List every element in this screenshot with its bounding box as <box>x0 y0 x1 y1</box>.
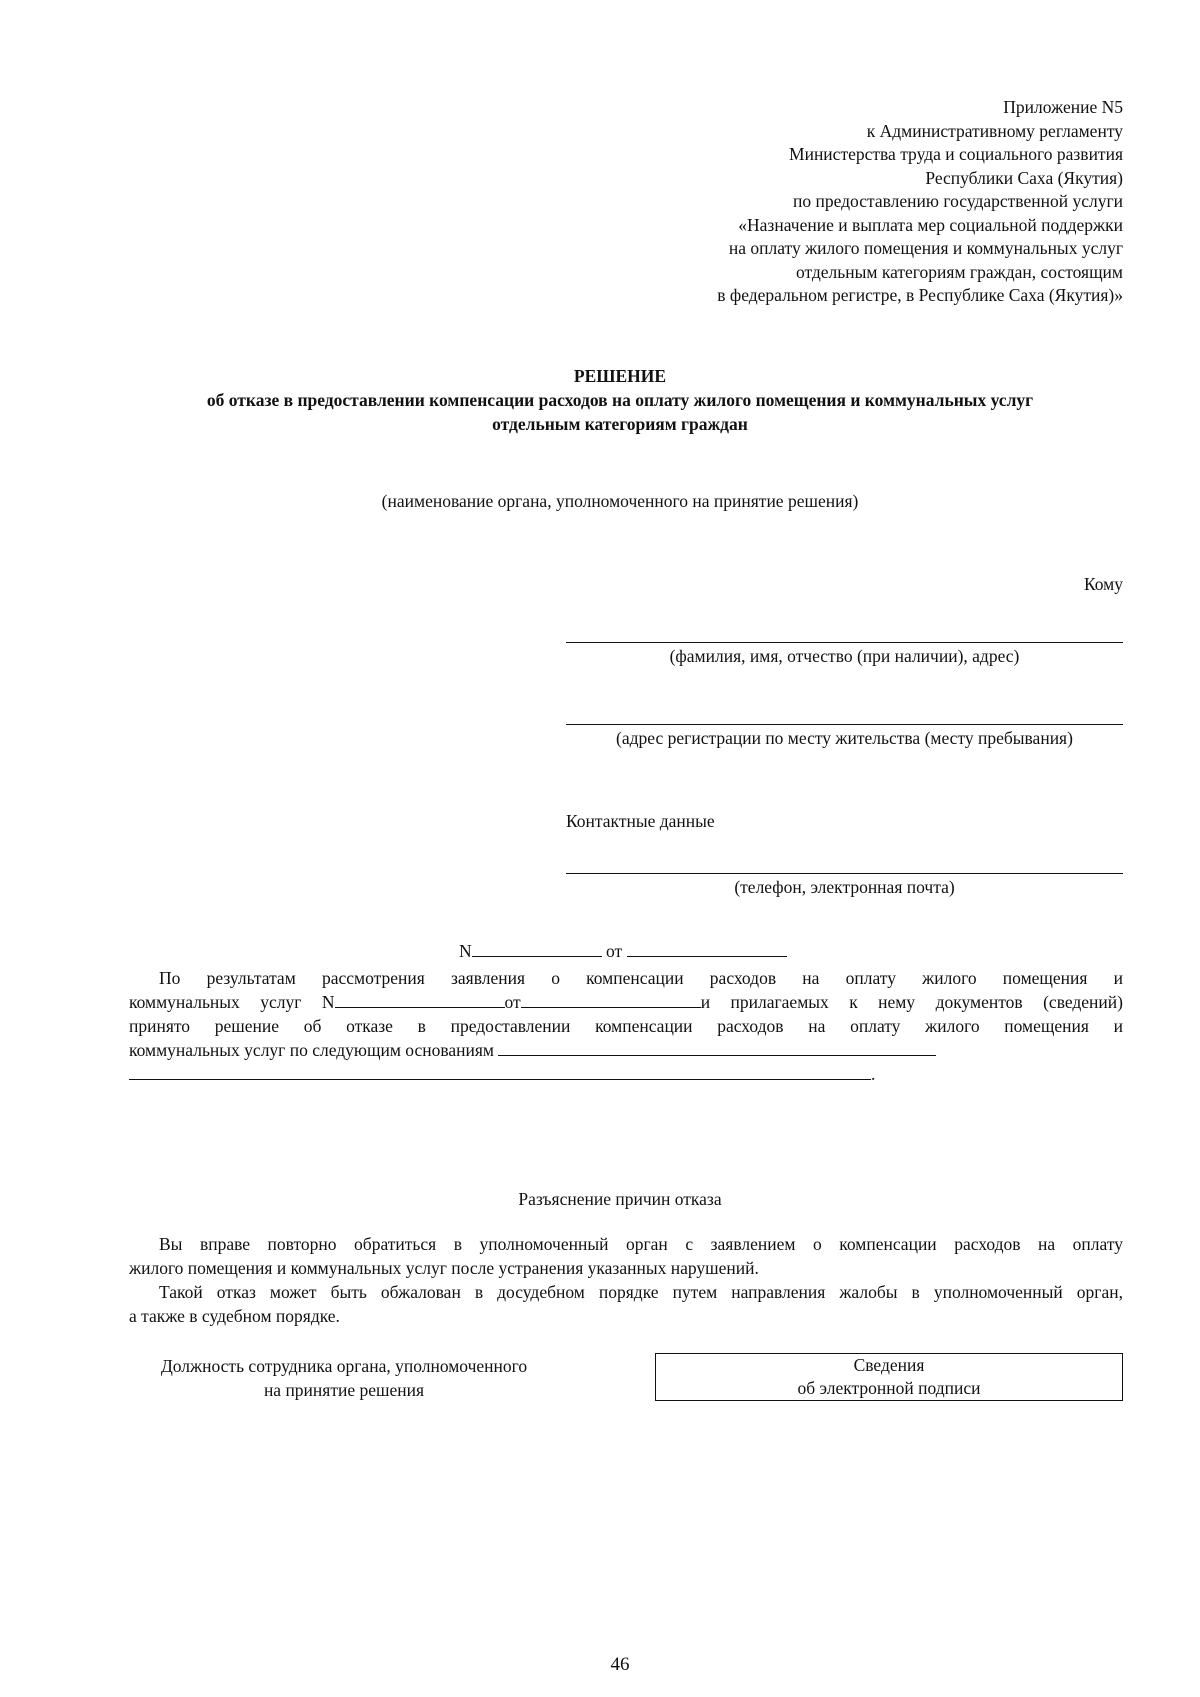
grounds-field-continued <box>129 1063 871 1080</box>
grounds-field <box>498 1039 936 1056</box>
date-field <box>627 940 787 957</box>
body-line-4: коммунальных услуг по следующим основаниям <box>129 1038 1123 1062</box>
application-number-field <box>335 991 505 1008</box>
explanation-p1-line1: Вы вправе повторно обратиться в уполномоченный орган с заявлением о компенсации расходов на оплату <box>159 1234 1123 1254</box>
electronic-signature-box <box>655 1353 1123 1401</box>
body-line-2: коммунальных услуг N от и прилагаемых к нему документов (сведений) <box>129 992 1123 1012</box>
explanation-p1-line2: жилого помещения и коммунальных услуг после устранения указанных нарушений. <box>129 1258 759 1278</box>
date-label: от <box>606 941 623 961</box>
position-line-2: на принятие решения <box>263 1380 425 1400</box>
signature-box-line-1: Сведения <box>853 1355 925 1375</box>
explanation-p2-line2: а также в судебном порядке. <box>129 1306 340 1326</box>
body-line-1: По результатам рассмотрения заявления о компенсации расходов на оплату жилого помещения и <box>159 968 1123 988</box>
authority-caption: (наименование органа, уполномоченного на принятие решения) <box>381 491 859 511</box>
contacts-caption: (телефон, электронная почта) <box>734 877 955 897</box>
signature-box-line-2: об электронной подписи <box>797 1378 981 1398</box>
title-line-2: об отказе в предоставлении компенсации расходов на оплату жилого помещения и коммунальных услуг <box>206 390 1034 410</box>
recipient-address-caption: (адрес регистрации по месту жительства (месту пребывания) <box>616 728 1073 748</box>
explanation-p2-line1: Такой отказ может быть обжалован в досудебном порядке путем направления жалобы в уполномоченный орган, <box>159 1282 1123 1302</box>
number-label: N <box>459 941 472 961</box>
number-field <box>472 940 602 957</box>
appendix-line: Республики Саха (Якутия) <box>925 167 1123 188</box>
appendix-line: по предоставлению государственной услуги <box>793 191 1123 211</box>
appendix-line: к Административному регламенту <box>866 120 1123 141</box>
body-line-3: принято решение об отказе в предоставлении компенсации расходов на оплату жилого помещения и <box>129 1016 1123 1036</box>
explanation-heading: Разъяснение причин отказа <box>518 1189 722 1209</box>
appendix-line: Министерства труда и социального развития <box>789 144 1123 164</box>
appendix-line: в федеральном регистре, в Республике Саха (Якутия)» <box>717 285 1123 305</box>
title-main: РЕШЕНИЕ <box>573 366 667 386</box>
recipient-address-line <box>566 724 1123 725</box>
title-line-3: отдельным категориям граждан <box>492 414 748 434</box>
contacts-line <box>566 873 1123 874</box>
to-label: Кому <box>1083 574 1123 594</box>
position-line-1: Должность сотрудника органа, уполномоченного <box>160 1356 528 1376</box>
recipient-name-line <box>566 642 1123 643</box>
document-title <box>0 364 1200 436</box>
page-number: 46 <box>610 1654 630 1675</box>
decision-number-line <box>459 940 787 962</box>
recipient-name-caption: (фамилия, имя, отчество (при наличии), адрес) <box>669 646 1020 666</box>
appendix-header <box>717 96 1123 308</box>
body-line-5: . <box>129 1062 1123 1086</box>
contacts-label: Контактные данные <box>566 811 715 831</box>
appendix-line: отдельным категориям граждан, состоящим <box>795 261 1123 282</box>
appendix-line: «Назначение и выплата мер социальной поддержки <box>738 214 1123 235</box>
appendix-line: на оплату жилого помещения и коммунальных услуг <box>728 238 1123 258</box>
appendix-line: Приложение N5 <box>1003 97 1123 117</box>
application-date-field <box>521 991 701 1008</box>
